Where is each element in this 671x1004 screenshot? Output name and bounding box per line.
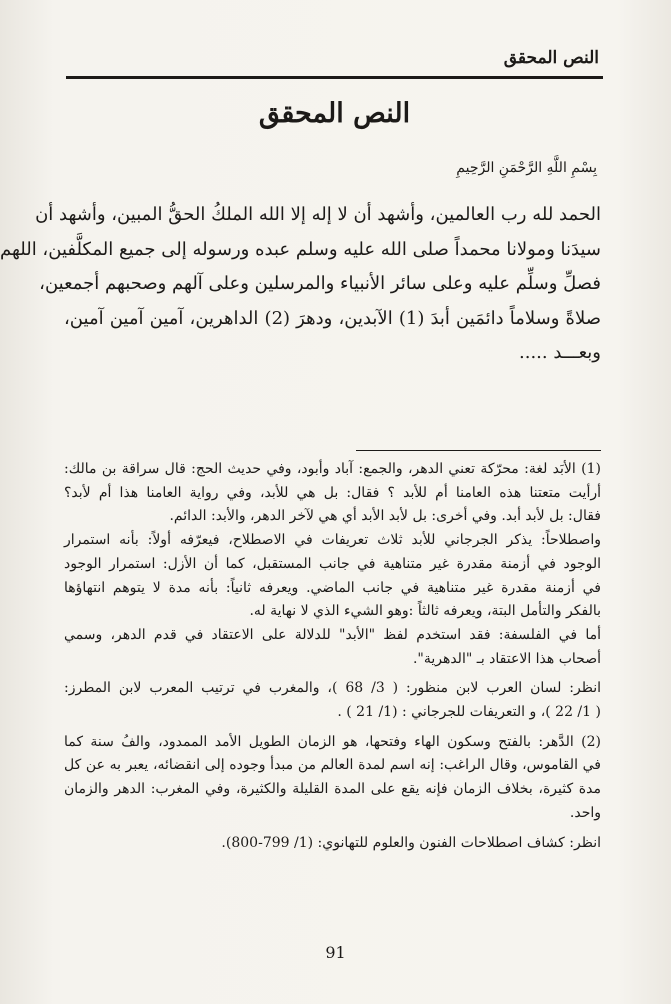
footnote-line: أرأيت متعتنا هذه العامنا أم للأبد ؟ فقال: بل هي للأبد، وفي رواية العامنا هذا أم لأبد؟ xyxy=(64,484,601,501)
footnote-line: فقال: بل لأبد أبد. وفي أخرى: بل لأبد الأبد أي هي لآخر الدهر، والأبد: الدائم. xyxy=(169,508,601,525)
footnote-line: واحد. xyxy=(569,804,601,821)
basmala: بِسْمِ اللَّهِ الرَّحْمَنِ الرَّحِيمِ xyxy=(456,160,597,176)
footnotes xyxy=(64,458,601,855)
text-line: فصلِّ وسلِّم عليه وعلى سائر الأنبياء والمرسلين وعلى آلهم وصحبهم أجمعين، xyxy=(39,273,601,294)
header-rule xyxy=(66,76,603,79)
running-header: النص المحقق xyxy=(503,48,599,68)
footnote-line: (2) الدَّهر: بالفتح وسكون الهاء وفتحها، هو الزمان الطويل الأمد الممدود، والفُ سنة كما xyxy=(64,733,601,750)
text-line: صلاةً وسلاماً دائمَين أبدَ (1) الآبدين، ودهرَ (2) الداهرين، آمين آمين آمين، xyxy=(64,307,601,329)
text-line: الحمد لله رب العالمين، وأشهد أن لا إله إلا الله الملكُ الحقُّ المبين، وأشهد أن xyxy=(35,204,601,225)
footnote-line: أما في الفلسفة: فقد استخدم لفظ "الأبد" للدلالة على الاعتقاد في قدم الدهر، وسمي xyxy=(64,626,601,643)
footnote-line: مدة كثيرة، بخلاف الزمان فإنه يقع على المدة القليلة والكثيرة، وفي المغرب: الدهر والزمان xyxy=(64,781,601,798)
footnote-line: واصطلاحاً: يذكر الجرجاني للأبد ثلاث تعريفات في الاصطلاح، فيعرّفه أولاً: بأنه استمرار xyxy=(64,532,601,549)
footnote-reference: انظر: كشاف اصطلاحات الفنون والعلوم للتهانوي: (1/ 799-800). xyxy=(221,834,601,851)
text-line: سيدَنا ومولانا محمداً صلى الله عليه وسلم عبده ورسوله إلى جميع المكلَّفين، اللهم xyxy=(0,238,601,260)
footnote-reference: ( 1/ 22 )، و التعريفات للجرجاني : (1/ 21 ) . xyxy=(337,704,601,721)
footnote-line: (1) الأبَد لغة: محرّكة تعني الدهر، والجمع: آباد وأبود، وفي حديث الحج: قال سراقة بن مالك: xyxy=(64,461,601,477)
footnote-line: في أزمنة مقدرة غير متناهية في جانب الماضي. ويعرفه ثانياً: بأنه مدة لا يتوهم انتهاؤها xyxy=(64,579,601,596)
footnote-line: بالفكر والتأمل البتة، ويعرفه ثالثاً :وهو الشيء الذي لا نهاية له. xyxy=(249,603,601,620)
page-title: النص المحقق xyxy=(258,98,411,129)
footnote-line: الوجود في أزمنة مقدرة غير متناهية في جانب المستقبل، كما أن الأزل: استمرار الوجود xyxy=(64,555,601,572)
page-number: 91 xyxy=(325,943,346,962)
footnote-line: في القاموس، وقال الراغب: إنه اسم لمدة العالم من مبدأ وجوده إلى انقضائه، يعبر به عن كل xyxy=(64,757,601,774)
footnote-line: أصحاب هذا الاعتقاد بـ "الدهرية". xyxy=(412,650,601,667)
main-text xyxy=(0,198,601,371)
footnote-reference: انظر: لسان العرب لابن منظور: ( 3/ 68 )، والمغرب في ترتيب المعرب لابن المطرز: xyxy=(64,680,602,697)
footnote-separator xyxy=(356,450,601,451)
text-line: وبعـــد ..... xyxy=(519,342,601,363)
